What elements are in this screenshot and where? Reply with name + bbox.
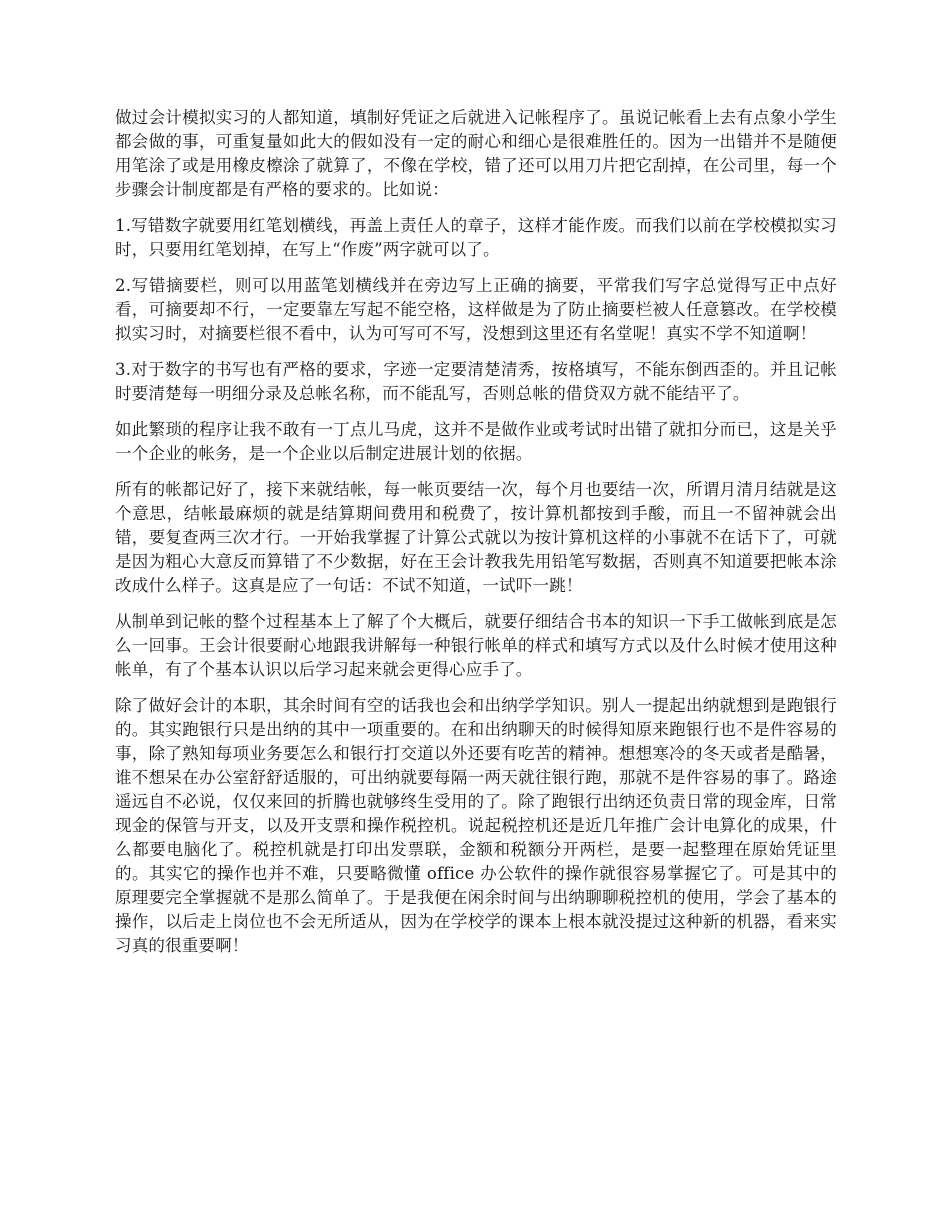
paragraph-point-2: 2.写错摘要栏，则可以用蓝笔划横线并在旁边写上正确的摘要，平常我们写字总觉得写正中点好看，可摘要却不行，一定要靠左写起不能空格，这样做是为了防止摘要栏被人任意篡改。在学校模拟实习时，对摘要栏很不看中，认为可写可不写，没想到这里还有名堂呢！真实不学不知道啊！ [115, 276, 837, 343]
paragraph-closing-accounts: 所有的帐都记好了，接下来就结帐，每一帐页要结一次，每个月也要结一次，所谓月清月结就是这个意思，结帐最麻烦的就是结算期间费用和税费了，按计算机都按到手酸，而且一不留神就会出错，要复查两三次才行。一开始我掌握了计算公式就以为按计算机这样的小事就不在话下了，可就是因为粗心大意反而算错了不少数据，好在王会计教我先用铅笔写数据，否则真不知道要把帐本涂改成什么样子。这真是应了一句话：不试不知道，一试吓一跳！ [115, 480, 837, 595]
paragraph-cashier: 除了做好会计的本职，其余时间有空的话我也会和出纳学学知识。别人一提起出纳就想到是跑银行的。其实跑银行只是出纳的其中一项重要的。在和出纳聊天的时候得知原来跑银行也不是件容易的事，除了熟知每项业务要怎么和银行打交道以外还要有吃苦的精神。想想寒冷的冬天或者是酷暑，谁不想呆在办公室舒舒适服的，可出纳就要每隔一两天就往银行跑，那就不是件容易的事了。路途遥远自不必说，仅仅来回的折腾也就够终生受用的了。除了跑银行出纳还负责日常的现金库，日常现金的保管与开支，以及开支票和操作税控机。说起税控机还是近几年推广会计电算化的成果，什么都要电脑化了。税控机就是打印出发票联，金额和税额分开两栏，是要一起整理在原始凭证里的。其实它的操作也并不难，只要略微懂 office 办公软件的操作就很容易掌握它了。可是其中的原理要完全掌握就不是那么简单了。于是我便在闲余时间与出纳聊聊税控机的使用，学会了基本的操作，以后走上岗位也不会无所适从，因为在学校学的课本上根本就没提过这种新的机器，看来实习真的很重要啊！ [115, 696, 837, 955]
paragraph-procedure: 如此繁琐的程序让我不敢有一丁点儿马虎，这并不是做作业或考试时出错了就扣分而已，这是关乎一个企业的帐务，是一个企业以后制定进展计划的依据。 [115, 420, 837, 463]
paragraph-manual-bookkeeping: 从制单到记帐的整个过程基本上了解了个大概后，就要仔细结合书本的知识一下手工做帐到底是怎么一回事。王会计很要耐心地跟我讲解每一种银行帐单的样式和填写方式以及什么时候才使用这种帐单，有了个基本认识以后学习起来就会更得心应手了。 [115, 612, 837, 679]
paragraph-intro: 做过会计模拟实习的人都知道，填制好凭证之后就进入记帐程序了。虽说记帐看上去有点象小学生都会做的事，可重复量如此大的假如没有一定的耐心和细心是很难胜任的。因为一出错并不是随便用笔涂了或是用橡皮檫涂了就算了，不像在学校，错了还可以用刀片把它刮掉，在公司里，每一个步骤会计制度都是有严格的要求的。比如说： [115, 108, 837, 199]
paragraph-point-1: 1.写错数字就要用红笔划横线，再盖上责任人的章子，这样才能作废。而我们以前在学校模拟实习时，只要用红笔划掉，在写上“作废”两字就可以了。 [115, 216, 837, 259]
document-body [115, 106, 837, 970]
paragraph-point-3: 3.对于数字的书写也有严格的要求，字迹一定要清楚清秀，按格填写，不能东倒西歪的。并且记帐时要清楚每一明细分录及总帐名称，而不能乱写，否则总帐的借贷双方就不能结平了。 [115, 360, 837, 403]
